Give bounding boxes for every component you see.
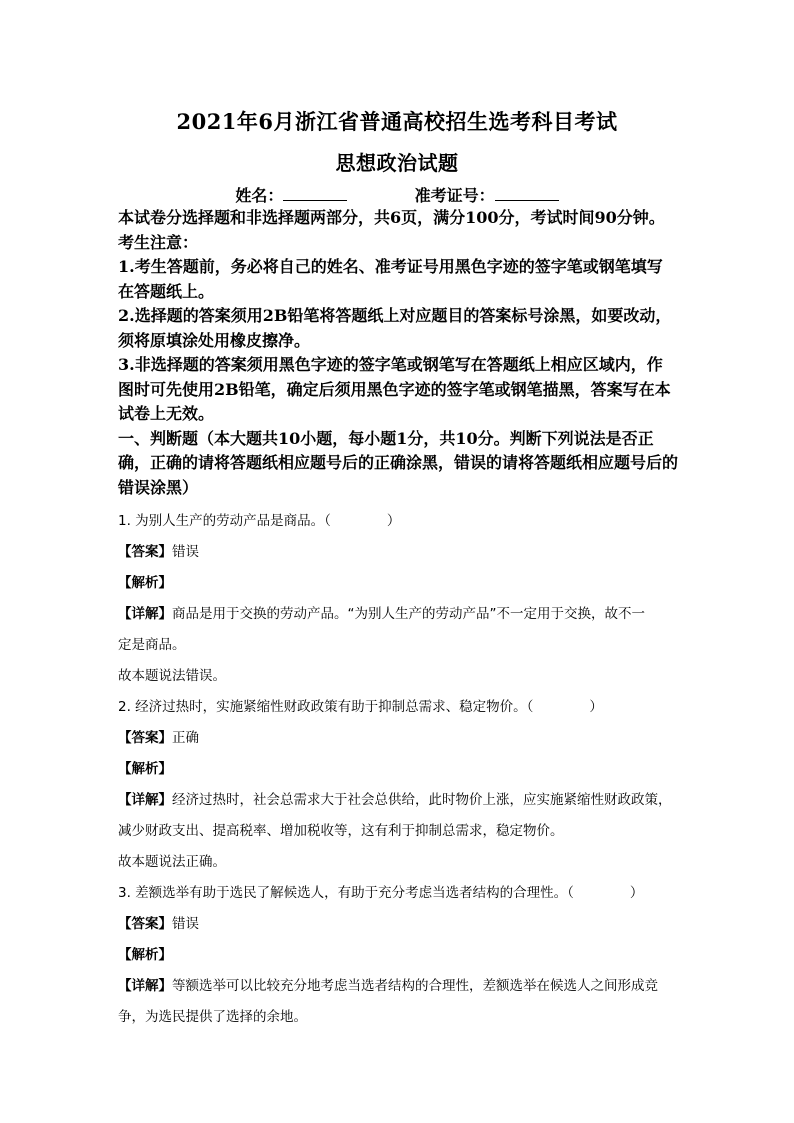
notes-heading: 考生注意： bbox=[118, 232, 199, 252]
question-1-detail-line-2: 定是商品。 bbox=[118, 637, 186, 653]
question-3-answer bbox=[118, 912, 678, 932]
name-blank bbox=[283, 186, 347, 201]
question-1-analysis-label: 【解析】 bbox=[118, 575, 172, 591]
question-2-conclusion: 故本题说法正确。 bbox=[118, 854, 226, 870]
question-2-detail-line-2: 减少财政支出、提高税率、增加税收等，这有利于抑制总需求，稳定物价。 bbox=[118, 823, 564, 839]
answer-label: 【答案】 bbox=[118, 916, 172, 932]
exam-id-blank bbox=[495, 186, 559, 201]
name-label: 姓名： bbox=[235, 186, 284, 205]
answer-label: 【答案】 bbox=[118, 730, 172, 746]
question-2-answer bbox=[118, 726, 678, 746]
question-1-detail-line-1: 【详解】商品是用于交换的劳动产品。“为别人生产的劳动产品”不一定用于交换，故不一 bbox=[118, 606, 645, 622]
question-2-stem: 2. 经济过热时，实施紧缩性财政政策有助于抑制总需求、稳定物价。（ ） bbox=[118, 699, 603, 715]
note-item-1: 1.考生答题前，务必将自己的姓名、准考证号用黑色字迹的签字笔或钢笔填写在答题纸上。 bbox=[118, 257, 663, 301]
question-2-analysis-label: 【解析】 bbox=[118, 761, 172, 777]
question-2-detail-line-1: 【详解】经济过热时，社会总需求大于社会总供给，此时物价上涨，应实施紧缩性财政政策， bbox=[118, 792, 672, 808]
question-1-answer bbox=[118, 540, 678, 560]
question-1-stem: 1. 为别人生产的劳动产品是商品。（ ） bbox=[118, 513, 401, 529]
note-item-3: 3.非选择题的答案须用黑色字迹的签字笔或钢笔写在答题纸上相应区域内，作图时可先使用2B铅笔，确定后须用黑色字迹的签字笔或钢笔描黑，答案写在本试卷上无效。 bbox=[118, 355, 671, 423]
answer-value: 正确 bbox=[172, 730, 199, 746]
question-3-detail-line-2: 争，为选民提供了选择的余地。 bbox=[118, 1009, 307, 1025]
section-heading: 一、判断题（本大题共10小题，每小题1分，共10分。判断下列说法是否正确，正确的请将答题纸相应题号后的正确涂黑，错误的请将答题纸相应题号后的错误涂黑） bbox=[118, 428, 679, 497]
exam-instructions bbox=[118, 206, 678, 500]
question-3-detail-line-1: 【详解】等额选举可以比较充分地考虑当选者结构的合理性，差额选举在候选人之间形成竞 bbox=[118, 978, 658, 994]
note-item-2: 2.选择题的答案须用2B铅笔将答题纸上对应题目的答案标号涂黑，如要改动，须将原填涂处用橡皮擦净。 bbox=[118, 306, 672, 350]
exam-subtitle: 思想政治试题 bbox=[335, 151, 459, 175]
intro-text: 本试卷分选择题和非选择题两部分，共6页，满分100分，考试时间90分钟。 bbox=[118, 208, 665, 227]
answer-value: 错误 bbox=[172, 916, 199, 932]
exam-id-label: 准考证号： bbox=[414, 186, 495, 205]
question-3-analysis-label: 【解析】 bbox=[118, 947, 172, 963]
candidate-info-bar bbox=[0, 183, 794, 206]
answer-value: 错误 bbox=[172, 544, 199, 560]
exam-title: 2021年6月浙江省普通高校招生选考科目考试 bbox=[176, 109, 618, 134]
question-1-conclusion: 故本题说法错误。 bbox=[118, 668, 226, 684]
answer-label: 【答案】 bbox=[118, 544, 172, 560]
question-3-stem: 3. 差额选举有助于选民了解候选人，有助于充分考虑当选者结构的合理性。（ ） bbox=[118, 885, 644, 901]
